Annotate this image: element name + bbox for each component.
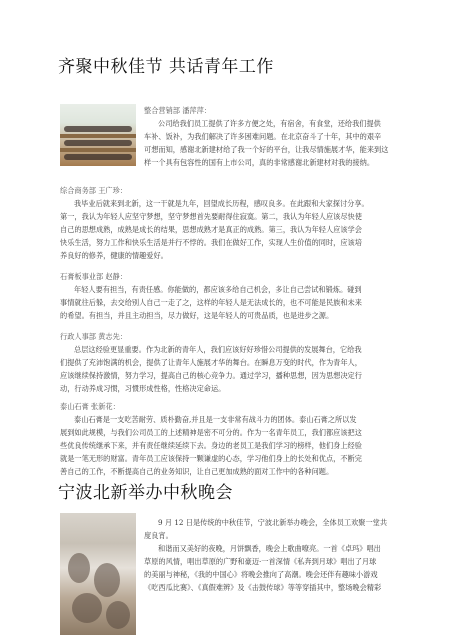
article-title: 宁波北新举办中秋晚会 bbox=[58, 483, 233, 503]
text-line: 事情就往后躲，去交给别人自己一走了之，这样的年轻人是无法成长的，也不可能是民族和未来 bbox=[60, 298, 362, 307]
text-line: 自己的思想成熟，成熟是成长的结果，思想成熟才是真正的成熟。第三，我认为年轻人应该学会 bbox=[60, 225, 362, 234]
section-heading: 整合营销部 潘萍萍： bbox=[144, 106, 211, 115]
text-line: 年轻人要有担当，有责任感。你能做的，都应该多给自己机会，多让自己尝试和锻炼。碰到 bbox=[74, 285, 362, 294]
section-1-cont bbox=[144, 156, 394, 169]
text-line: 应该继续保持激情，努力学习，提高自己的核心竞争力。通过学习，播种思想，因为思想决定行 bbox=[60, 371, 362, 380]
text-line: 善自己的工作，不断提高自己的业务知识，让自己更加成熟的面对工作中的各种问题。 bbox=[60, 467, 334, 476]
text-line: 总层这经验更显重要。作为北新的青年人，我们应该好好珍惜公司提供的发展舞台，它给我 bbox=[74, 345, 362, 354]
text-line: 《吃西瓜比赛》、《真假难辨》及《击鼓传球》等等穿插其中，整场晚会精彩 bbox=[144, 583, 382, 592]
text-line: 草原的风情，唱出草原的广野和豪迈·一首深情《私奔到月球》唱出了月球 bbox=[144, 557, 377, 566]
text-line: 养良好的修养，健康的情趣爱好。 bbox=[60, 251, 168, 260]
text-line: 公司给我们员工提供了许多方便之处，有宿舍，有食堂，还给我们提供 bbox=[158, 119, 381, 128]
text-line: 就是一笔无形的财富。青年员工应该保持一颗谦虚的心态，学习他们身上的长处和优点，不断完 bbox=[60, 454, 362, 463]
section-heading: 石膏板事业部 赵静： bbox=[60, 272, 127, 281]
text-line: 9 月 12 日是传统的中秋佳节，宁波北新举办晚会，全体员工欢聚一堂共 bbox=[158, 518, 388, 527]
section-heading: 行政人事部 黄志先： bbox=[60, 332, 127, 341]
text-line: 第一，我认为年轻人应坚守梦想，坚守梦想首先要耐得住寂寞。第二，我认为年轻人应该尽快使 bbox=[60, 212, 362, 221]
text-line: 车补、饭补，为我们解决了许多困难问题。在北京奋斗了十年，其中的艰辛 bbox=[144, 132, 382, 141]
text-line: 动，行动养成习惯，习惯形成性格，性格决定命运。 bbox=[60, 384, 226, 393]
section-heading: 综合商务部 王广珍： bbox=[60, 186, 127, 195]
text-line: 展到如此规模，与我们公司员工的上述精神是密不可分的。作为一名青年员工，我们都应该把这 bbox=[60, 428, 362, 437]
meeting-photo bbox=[60, 104, 136, 166]
article-title: 齐聚中秋佳节 共话青年工作 bbox=[58, 57, 274, 77]
section-5 bbox=[60, 400, 394, 478]
section-3 bbox=[60, 270, 394, 322]
text-line: 和谐而又美好的夜晚，月饼飘香，晚会上歌曲嘹亮。一首《卓玛》唱出 bbox=[158, 544, 381, 553]
text-line: 些优良传统继承下来，并有责任继续延续下去。身边的老员工是我们学习的榜样，他们身上经验 bbox=[60, 441, 362, 450]
section-1-header-block bbox=[144, 104, 394, 156]
section-heading: 泰山石膏 张新花： bbox=[60, 402, 120, 411]
text-line: 的希望。有担当，并且主动担当，尽力做好，这是年轻人的可贵品质，也是进步之源。 bbox=[60, 311, 334, 320]
text-line: 样一个具有包容性的国有上市公司，真的非常感谢北新建材对我的接纳。 bbox=[144, 158, 375, 167]
text-line: 的美丽与神秘，《我的中国心》将晚会推向了高潮。晚会还伴有趣味小游戏 bbox=[144, 570, 378, 579]
section-4 bbox=[60, 330, 394, 395]
text-line: 快乐生活，努力工作和快乐生活是并行不悖的。我们在做好工作，实现人生价值的同时，应该培 bbox=[60, 238, 362, 247]
text-line: 泰山石膏是一支吃苦耐劳、质朴勤奋,并且是一支非常有战斗力的团体。泰山石膏之所以发 bbox=[74, 415, 357, 424]
text-line: 可想而知，感谢北新建材给了我一个好的平台，让我尽情施展才华，能来到这 bbox=[144, 145, 389, 154]
text-line: 度良宵。 bbox=[144, 531, 173, 540]
text-line: 我毕业后就来到北新，这一干就是九年，回望成长历程，感叹良多。在此跟和大家探讨分享。 bbox=[74, 199, 369, 208]
event-photo bbox=[60, 513, 136, 635]
article-2-body bbox=[144, 516, 394, 594]
section-2 bbox=[60, 184, 394, 262]
text-line: 们提供了充沛饱满的机会，提供了让青年人施展才华的舞台。在瞬息万变的时代，作为青年人， bbox=[60, 358, 362, 367]
